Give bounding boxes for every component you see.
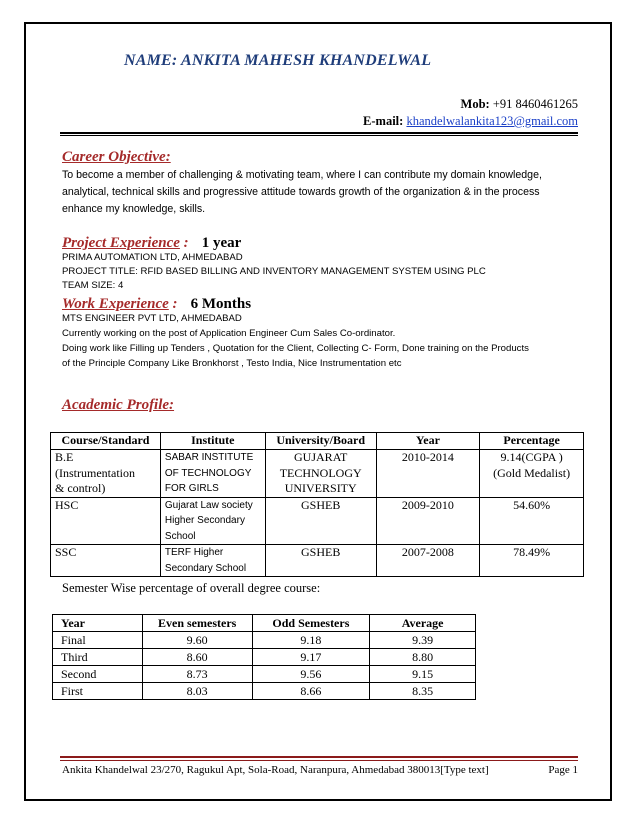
course-cell <box>51 450 161 498</box>
work-experience-heading: Work Experience <box>62 296 169 312</box>
footer-rule-thin <box>60 760 578 761</box>
institute-line: OF TECHNOLOGY <box>164 467 252 479</box>
col-percentage: Percentage <box>480 433 584 450</box>
percentage-cell: 78.49% <box>480 545 584 577</box>
col-course: Course/Standard <box>51 433 161 450</box>
percentage-line: (Gold Medalist) <box>493 465 571 480</box>
email-link[interactable]: khandelwalankita123@gmail.com <box>406 114 578 128</box>
mobile-line <box>461 97 578 112</box>
institute-line: Gujarat Law society <box>164 499 253 511</box>
average-cell: 9.15 <box>370 666 476 683</box>
academic-header-row <box>51 433 584 450</box>
work-duties-1: Doing work like Filling up Tenders , Quotation for the Client, Collecting C- Form, Done training on the Products <box>62 343 529 354</box>
career-objective-text: To become a member of challenging & motivating team, where I can contribute my domain knowledge, analytical, technical skills and progressive attitude towards growth of the organization & in the process enhance my knowledge, skills. <box>62 169 542 215</box>
course-line: & control) <box>55 481 106 495</box>
institute-cell <box>160 545 265 577</box>
work-role: Currently working on the post of Application Engineer Cum Sales Co-ordinator. <box>62 328 396 339</box>
semester-header-row <box>53 615 476 632</box>
odd-cell: 9.18 <box>252 632 370 649</box>
course-cell: HSC <box>51 497 161 545</box>
table-row <box>53 666 476 683</box>
academic-profile-heading: Academic Profile: <box>62 397 175 413</box>
project-experience-colon: : <box>179 235 189 251</box>
percentage-line: 9.14(CGPA ) <box>500 450 563 464</box>
col-institute: Institute <box>160 433 265 450</box>
board-line: TECHNOLOGY <box>279 465 362 480</box>
institute-line: Higher Secondary <box>164 515 245 526</box>
year-cell: Third <box>53 649 143 666</box>
candidate-name: NAME: ANKITA MAHESH KHANDELWAL <box>124 52 432 69</box>
project-team-size: TEAM SIZE: 4 <box>62 280 124 291</box>
year-cell: 2010-2014 <box>376 450 480 498</box>
percentage-cell <box>480 450 584 498</box>
project-experience-heading-line <box>62 232 241 252</box>
work-experience-colon: : <box>168 296 178 312</box>
course-line: B.E <box>55 450 74 464</box>
odd-cell: 8.66 <box>252 683 370 700</box>
col-year: Year <box>53 615 143 632</box>
board-cell: GSHEB <box>265 497 376 545</box>
work-company: MTS ENGINEER PVT LTD, AHMEDABAD <box>62 313 242 324</box>
board-line: GUJARAT <box>294 450 348 464</box>
mobile-number: +91 8460461265 <box>492 97 578 111</box>
semester-table <box>52 614 476 700</box>
table-row <box>53 649 476 666</box>
year-cell: First <box>53 683 143 700</box>
footer-rule <box>60 756 578 758</box>
odd-cell: 9.17 <box>252 649 370 666</box>
table-row <box>51 497 584 545</box>
page-footer <box>62 764 578 776</box>
board-cell <box>265 450 376 498</box>
email-label: E-mail: <box>363 114 404 128</box>
col-average: Average <box>370 615 476 632</box>
course-cell: SSC <box>51 545 161 577</box>
average-cell: 8.35 <box>370 683 476 700</box>
table-row <box>53 683 476 700</box>
col-even: Even semesters <box>142 615 252 632</box>
average-cell: 9.39 <box>370 632 476 649</box>
mobile-label: Mob: <box>460 97 490 111</box>
course-line: (Instrumentation <box>55 465 135 480</box>
career-objective-heading: Career Objective: <box>62 149 171 165</box>
year-cell: 2007-2008 <box>376 545 480 577</box>
table-row <box>51 545 584 577</box>
email-line <box>363 114 578 129</box>
project-company: PRIMA AUTOMATION LTD, AHMEDABAD <box>62 252 243 263</box>
table-row <box>53 632 476 649</box>
project-experience-heading: Project Experience <box>62 235 180 251</box>
semester-caption: Semester Wise percentage of overall degree course: <box>62 581 321 595</box>
institute-line: School <box>164 530 196 542</box>
even-cell: 8.03 <box>142 683 252 700</box>
project-duration: 1 year <box>201 235 242 251</box>
col-year: Year <box>376 433 480 450</box>
board-cell: GSHEB <box>265 545 376 577</box>
work-experience-heading-line <box>62 293 251 313</box>
header-rule <box>60 132 578 134</box>
year-cell: Second <box>53 666 143 683</box>
col-board: University/Board <box>265 433 376 450</box>
institute-cell <box>160 450 265 498</box>
institute-line: FOR GIRLS <box>164 483 219 494</box>
project-title: PROJECT TITLE: RFID BASED BILLING AND INVENTORY MANAGEMENT SYSTEM USING PLC <box>62 266 486 277</box>
board-line: UNIVERSITY <box>284 481 357 495</box>
institute-line: SABAR INSTITUTE <box>164 452 254 463</box>
page-number: Page 1 <box>548 764 578 776</box>
header-rule-thin <box>60 135 578 136</box>
footer-address: Ankita Khandelwal 23/270, Ragukul Apt, Sola-Road, Naranpura, Ahmedabad 380013[Type text] <box>62 764 489 776</box>
even-cell: 8.60 <box>142 649 252 666</box>
year-cell: 2009-2010 <box>376 497 480 545</box>
institute-line: TERF Higher <box>164 547 224 558</box>
table-row <box>51 450 584 498</box>
work-duration: 6 Months <box>190 296 252 312</box>
even-cell: 9.60 <box>142 632 252 649</box>
year-cell: Final <box>53 632 143 649</box>
even-cell: 8.73 <box>142 666 252 683</box>
average-cell: 8.80 <box>370 649 476 666</box>
academic-table <box>50 432 584 577</box>
percentage-cell: 54.60% <box>480 497 584 545</box>
col-odd: Odd Semesters <box>252 615 370 632</box>
institute-cell <box>160 497 265 545</box>
odd-cell: 9.56 <box>252 666 370 683</box>
work-duties-2: of the Principle Company Like Bronkhorst , Testo India, Nice Instrumentation etc <box>62 358 402 369</box>
institute-line: Secondary School <box>164 562 247 574</box>
